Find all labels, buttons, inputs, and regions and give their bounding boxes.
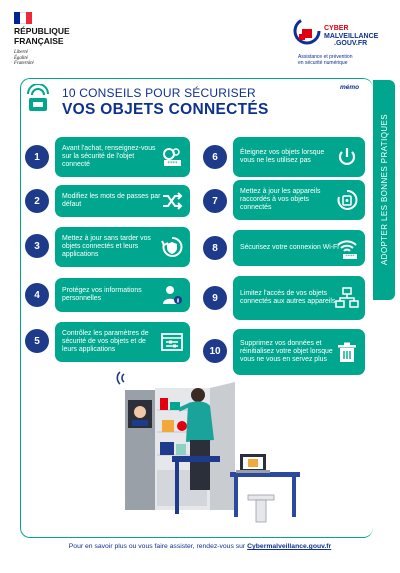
tip-number-2: 2 xyxy=(25,189,49,213)
shuffle-icon xyxy=(160,189,184,213)
connected-fridge-illustration xyxy=(110,370,310,530)
tip-number-4: 4 xyxy=(25,283,49,307)
footer-text: Pour en savoir plus ou vous faire assister, rendez-vous sur xyxy=(68,543,248,550)
network-icon xyxy=(335,286,359,310)
cybermalveillance-tagline: Assistance et prévention en sécurité numérique xyxy=(298,54,353,66)
cybermalveillance-logo[interactable] xyxy=(290,14,390,76)
update-shield-icon xyxy=(160,235,184,259)
power-icon xyxy=(335,145,359,169)
cybermalveillance-name: CYBER MALVEILLANCE .GOUV.FR xyxy=(324,25,379,47)
tip-card-5 xyxy=(55,322,190,362)
tip-text-8: Sécurisez votre connexion Wi-Fi xyxy=(240,244,339,251)
tip-text-10: Supprimez vos données et réinitialisez votre objet lorsque vous ne vous en servez plus xyxy=(240,340,333,363)
tip-number-3: 3 xyxy=(25,234,49,258)
tip-text-5: Contrôlez les paramètres de sécurité de vos objets et de leurs applications xyxy=(62,330,149,353)
trash-icon xyxy=(335,340,359,364)
tip-card-10 xyxy=(233,329,365,375)
title-block xyxy=(20,80,360,126)
tip-card-8 xyxy=(233,230,365,266)
republic-motto: Liberté Égalité Fraternité xyxy=(14,50,34,67)
tip-card-1 xyxy=(55,137,190,177)
tip-text-7: Mettez à jour les appareils raccordés à vos objets connectés xyxy=(240,188,321,211)
republic-title: RÉPUBLIQUE FRANÇAISE xyxy=(14,26,70,46)
tip-number-9: 9 xyxy=(203,286,227,310)
tip-text-3: Mettez à jour sans tarder vos objets connectés et leurs applications xyxy=(62,235,151,258)
side-label: ADOPTER LES BONNES PRATIQUES xyxy=(379,114,389,266)
tip-text-2: Modifiez les mots de passes par défaut xyxy=(62,193,161,208)
person xyxy=(191,388,205,402)
svg-text:****: **** xyxy=(167,161,178,167)
tip-number-7: 7 xyxy=(203,189,227,213)
wifi-waves-icon xyxy=(117,372,120,384)
footer-link[interactable]: Cybermalveillance.gouv.fr xyxy=(247,543,332,550)
tip-number-6: 6 xyxy=(203,145,227,169)
tip-text-1: Avant l'achat, renseignez-vous sur la sécurité de l'objet connecté xyxy=(62,145,156,168)
tip-text-9: Limitez l'accès de vos objets connectés aux autres appareils xyxy=(240,290,336,305)
flag-icon xyxy=(14,12,32,24)
tip-number-5: 5 xyxy=(25,329,49,353)
tip-card-4 xyxy=(55,278,190,312)
memo-label: mémo xyxy=(340,84,360,91)
tip-number-1: 1 xyxy=(25,145,49,169)
tip-number-8: 8 xyxy=(203,236,227,260)
tip-card-7 xyxy=(233,180,365,220)
settings-panel-icon xyxy=(160,330,184,354)
tip-card-2 xyxy=(55,185,190,217)
footer xyxy=(0,543,400,550)
tip-text-4: Protégez vos informations personnelles xyxy=(62,287,142,302)
tip-card-6 xyxy=(233,137,365,177)
svg-text:****: **** xyxy=(345,255,355,260)
tip-number-10: 10 xyxy=(203,339,227,363)
device-update-icon xyxy=(335,188,359,212)
cybermalveillance-mark-icon xyxy=(292,16,322,46)
tip-text-6: Éteignez vos objets lorsque vous ne les utilisez pas xyxy=(240,149,325,164)
tip-card-3 xyxy=(55,227,190,267)
wifi-password-icon xyxy=(335,236,359,260)
tip-card-9 xyxy=(233,276,365,320)
page-title: VOS OBJETS CONNECTÉS xyxy=(62,101,269,118)
connected-object-icon xyxy=(24,84,52,114)
user-info-icon xyxy=(160,283,184,307)
gear-password-icon xyxy=(160,145,184,169)
page-subtitle: 10 CONSEILS POUR SÉCURISER xyxy=(62,86,256,100)
